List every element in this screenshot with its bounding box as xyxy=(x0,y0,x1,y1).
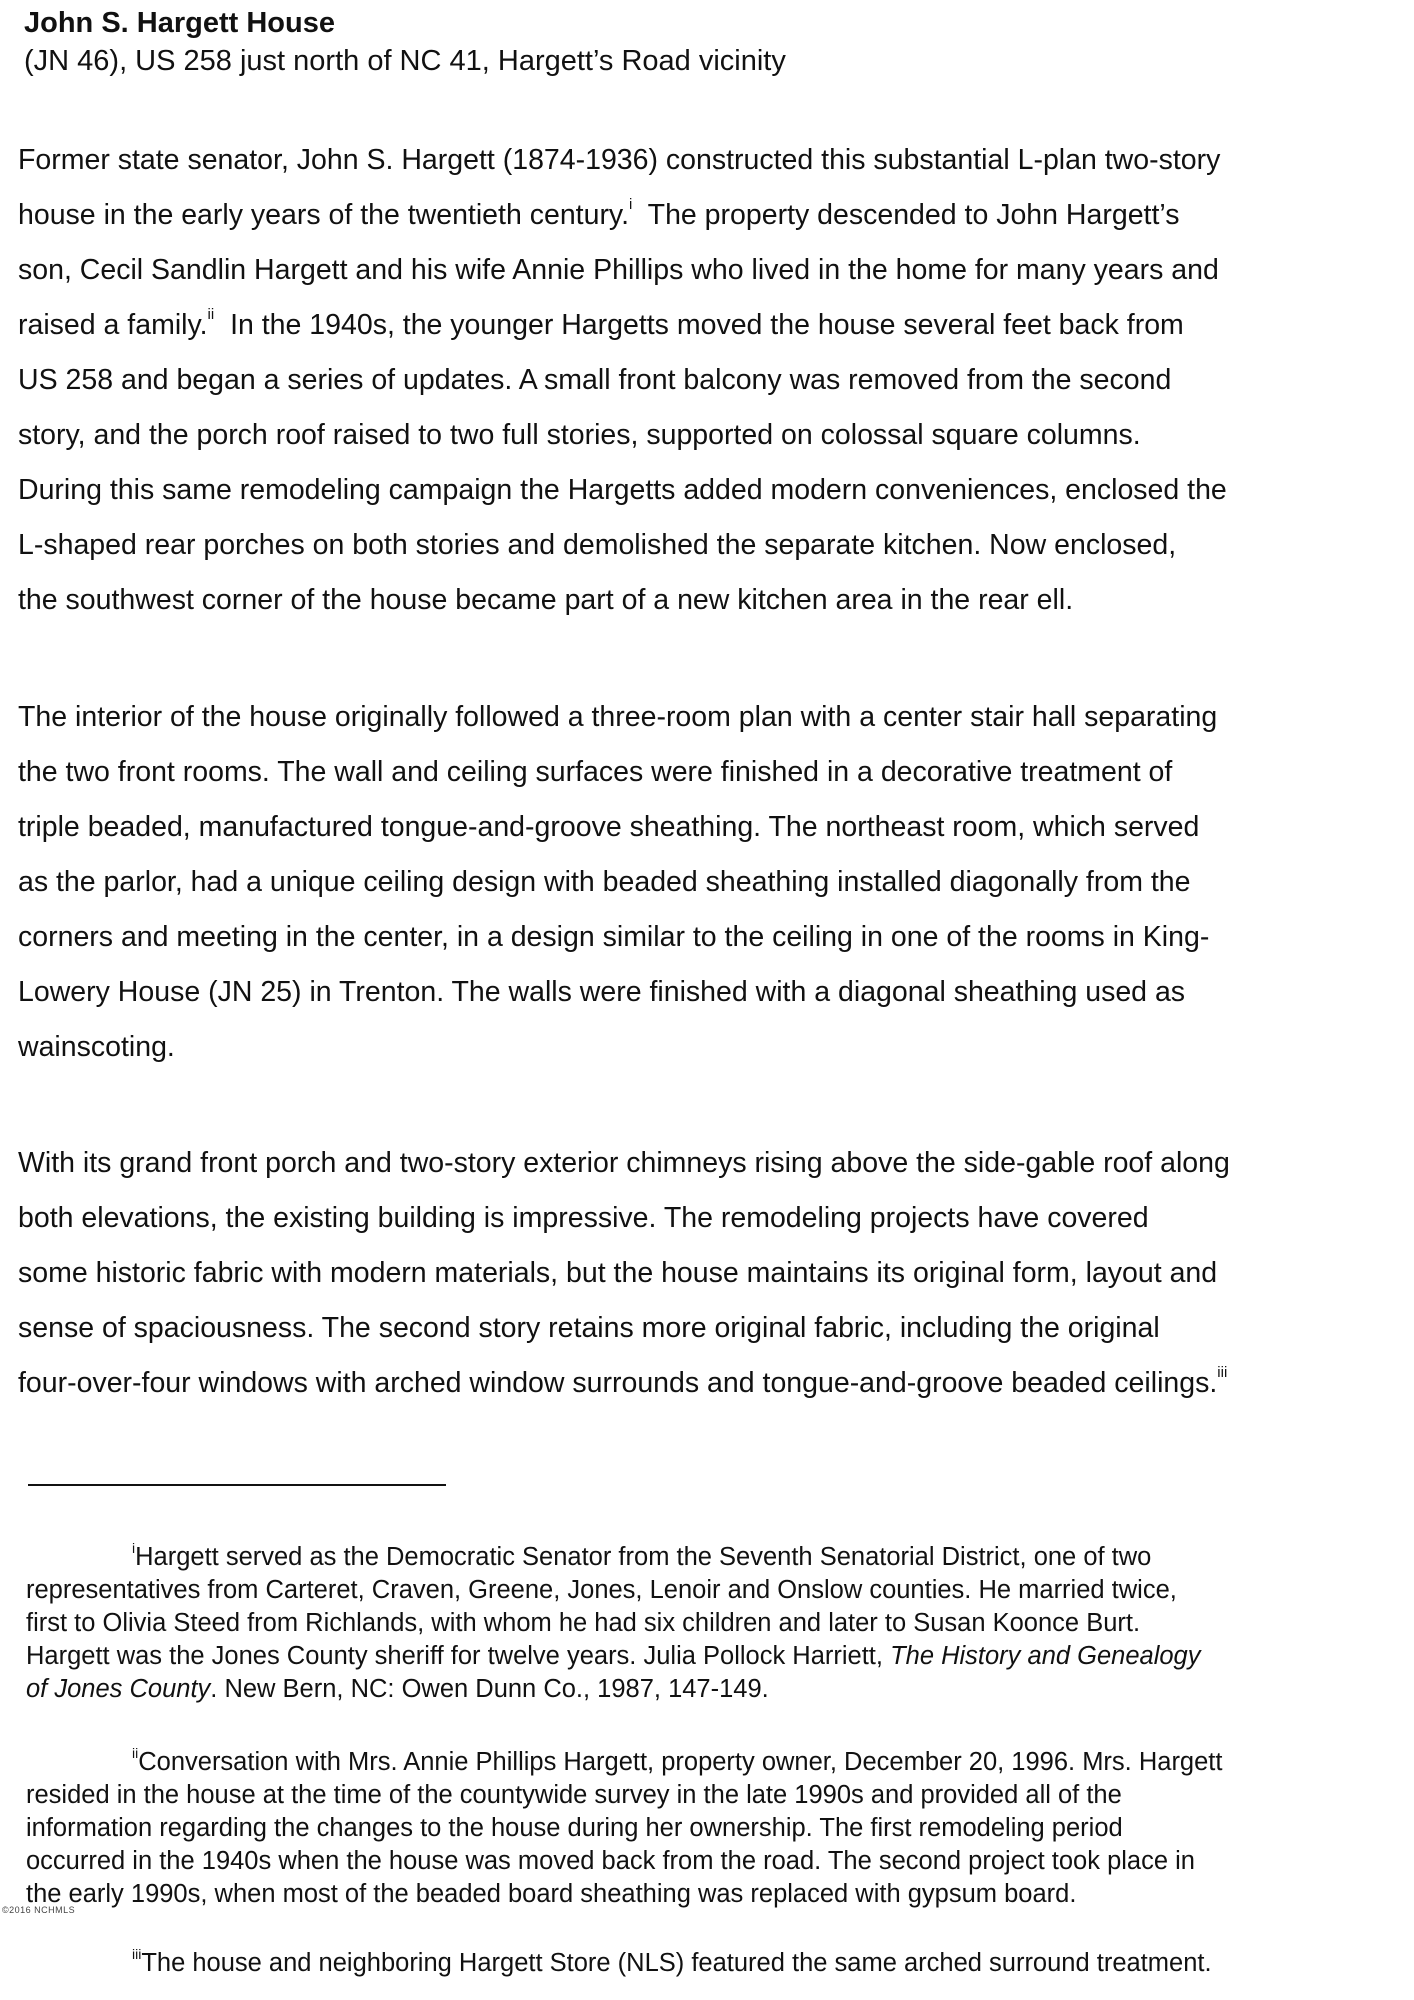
text-line: The interior of the house originally followed a three-room plan with a center stair hall separating xyxy=(18,701,1218,733)
text-segment: four-over-four windows with arched window surrounds and tongue-and-groove beaded ceilings. xyxy=(18,1367,1218,1399)
text-line: sense of spaciousness. The second story retains more original fabric, including the original xyxy=(18,1312,1160,1344)
footnote-ref-iii[interactable]: iii xyxy=(1217,1364,1228,1381)
text-line: story, and the porch roof raised to two full stories, supported on colossal square columns. xyxy=(18,419,1141,451)
document-subtitle: (JN 46), US 258 just north of NC 41, Hargett’s Road vicinity xyxy=(24,45,786,77)
text-line xyxy=(18,188,1393,243)
text-line: the early 1990s, when most of the beaded board sheathing was replaced with gypsum board. xyxy=(26,1880,1077,1908)
paragraph-interior xyxy=(18,690,1393,1075)
text-segment: Hargett was the Jones County sheriff for twelve years. Julia Pollock Harriett, xyxy=(26,1642,891,1670)
footnote-ii xyxy=(26,1746,1406,1911)
text-segment: house in the early years of the twentieth century. xyxy=(18,199,629,231)
text-line xyxy=(26,1673,1406,1706)
text-line: US 258 and began a series of updates. A small front balcony was removed from the second xyxy=(18,364,1172,396)
text-line: With its grand front porch and two-story exterior chimneys rising above the side-gable roof along xyxy=(18,1147,1230,1179)
text-segment: The property descended to John Hargett’s xyxy=(647,199,1180,231)
text-line: information regarding the changes to the house during her ownership. The first remodeling period xyxy=(26,1814,1123,1842)
footnote-marker: ii xyxy=(132,1745,139,1761)
text-line xyxy=(26,1541,1406,1574)
text-line: the two front rooms. The wall and ceiling surfaces were finished in a decorative treatment of xyxy=(18,756,1173,788)
text-line: corners and meeting in the center, in a design similar to the ceiling in one of the rooms in King- xyxy=(18,921,1210,953)
citation-title: The History and Genealogy xyxy=(890,1642,1201,1670)
text-line: During this same remodeling campaign the Hargetts added modern conveniences, enclosed the xyxy=(18,474,1227,506)
text-line: son, Cecil Sandlin Hargett and his wife Annie Phillips who lived in the home for many years and xyxy=(18,254,1219,286)
footnote-iii xyxy=(26,1947,1406,1980)
text-line: occurred in the 1940s when the house was moved back from the road. The second project took place in xyxy=(26,1847,1195,1875)
text-line xyxy=(18,1356,1393,1411)
document-title: John S. Hargett House xyxy=(24,7,335,39)
text-line: Former state senator, John S. Hargett (1874-1936) constructed this substantial L-plan two-story xyxy=(18,144,1221,176)
footnote-divider xyxy=(28,1484,446,1486)
text-line: representatives from Carteret, Craven, Greene, Jones, Lenoir and Onslow counties. He married twice, xyxy=(26,1576,1177,1604)
text-line: first to Olivia Steed from Richlands, with whom he had six children and later to Susan Koonce Burt. xyxy=(26,1609,1141,1637)
footnote-ref-i[interactable]: i xyxy=(628,196,633,213)
text-line: as the parlor, had a unique ceiling design with beaded sheathing installed diagonally from the xyxy=(18,866,1191,898)
text-segment: In the 1940s, the younger Hargetts moved the house several feet back from xyxy=(230,309,1184,341)
text-line xyxy=(26,1640,1406,1673)
text-line: wainscoting. xyxy=(18,1031,175,1063)
text-line xyxy=(26,1746,1406,1779)
text-segment: . New Bern, NC: Owen Dunn Co., 1987, 147-149. xyxy=(210,1675,769,1703)
copyright-stamp: ©2016 NCHMLS xyxy=(2,1905,76,1915)
footnote-marker: iii xyxy=(132,1946,142,1962)
text-line: both elevations, the existing building is impressive. The remodeling projects have covered xyxy=(18,1202,1149,1234)
paragraph-history xyxy=(18,133,1393,628)
text-line: triple beaded, manufactured tongue-and-groove sheathing. The northeast room, which served xyxy=(18,811,1200,843)
text-segment: Hargett served as the Democratic Senator from the Seventh Senatorial District, one of two xyxy=(135,1543,1152,1571)
paragraph-exterior xyxy=(18,1136,1393,1411)
citation-title: of Jones County xyxy=(26,1675,211,1703)
footnote-marker: i xyxy=(132,1540,136,1556)
text-segment: The house and neighboring Hargett Store (NLS) featured the same arched surround treatment. xyxy=(141,1949,1212,1977)
text-line: the southwest corner of the house became part of a new kitchen area in the rear ell. xyxy=(18,584,1074,616)
text-line xyxy=(26,1947,1406,1980)
text-line xyxy=(18,298,1393,353)
footnote-ref-ii[interactable]: ii xyxy=(207,306,215,323)
text-segment: Conversation with Mrs. Annie Phillips Hargett, property owner, December 20, 1996. Mrs. Hargett xyxy=(138,1748,1223,1776)
text-line: Lowery House (JN 25) in Trenton. The walls were finished with a diagonal sheathing used as xyxy=(18,976,1186,1008)
text-line: resided in the house at the time of the countywide survey in the late 1990s and provided all of the xyxy=(26,1781,1122,1809)
text-line: some historic fabric with modern materials, but the house maintains its original form, layout and xyxy=(18,1257,1218,1289)
text-segment: raised a family. xyxy=(18,309,208,341)
footnote-i xyxy=(26,1541,1406,1706)
text-line: L-shaped rear porches on both stories and demolished the separate kitchen. Now enclosed, xyxy=(18,529,1177,561)
